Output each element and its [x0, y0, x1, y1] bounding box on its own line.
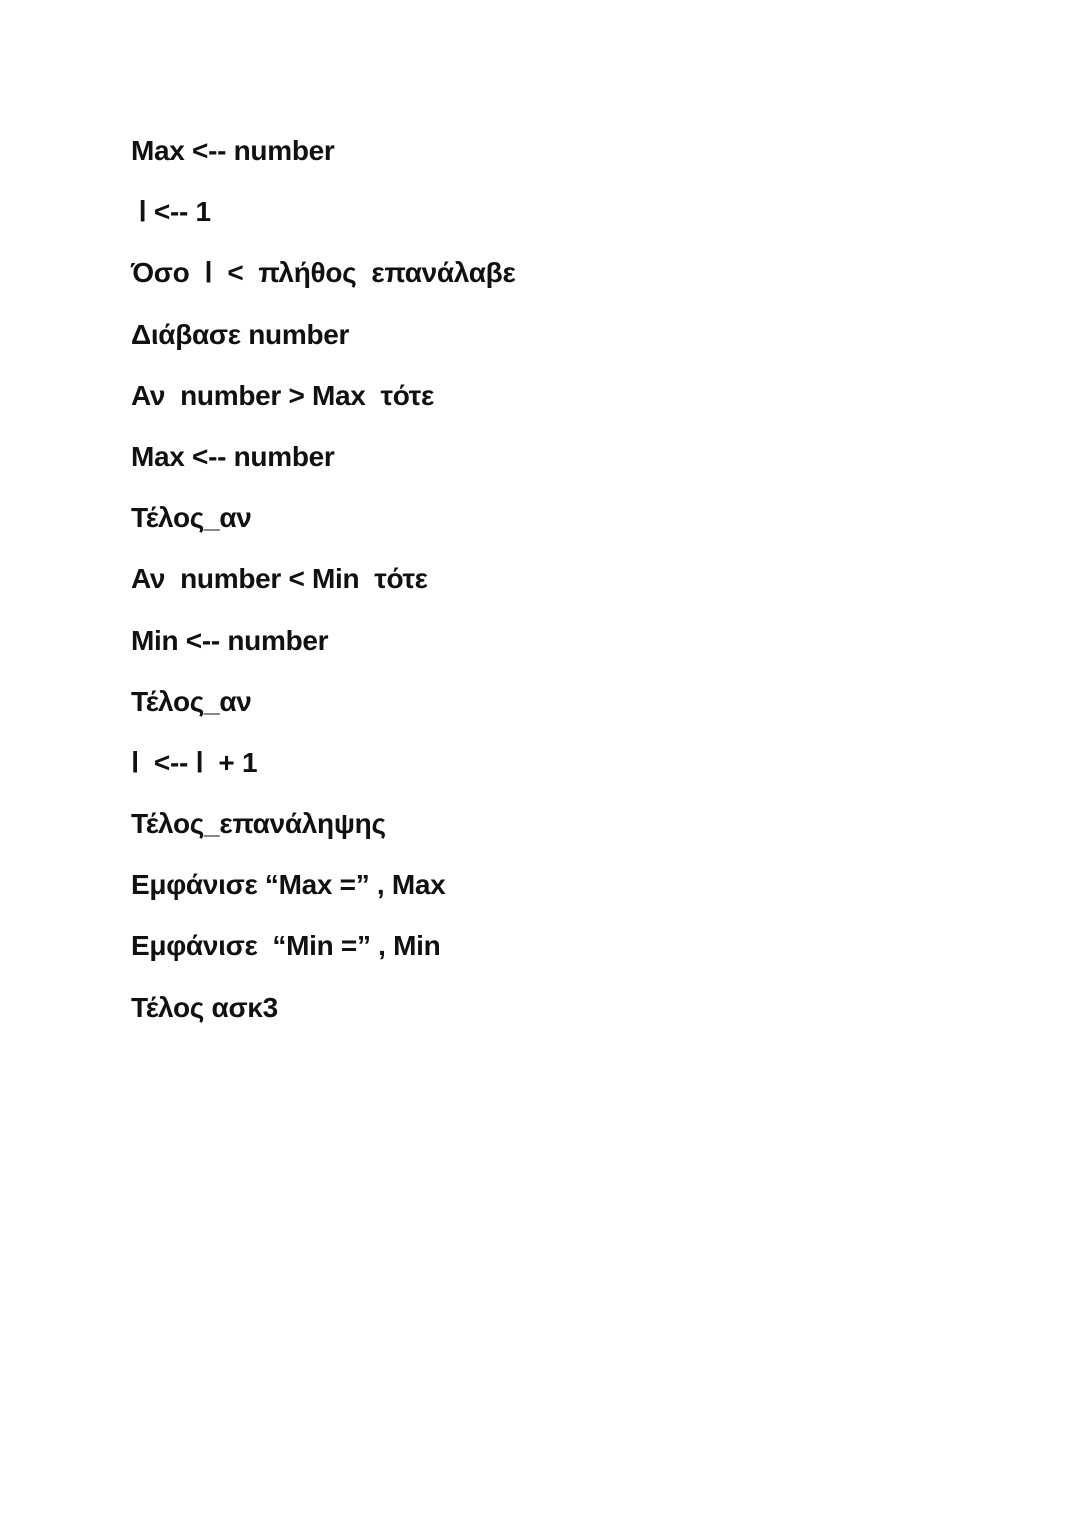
code-line: Τέλος_αν [131, 502, 252, 534]
code-line: Τέλος ασκ3 [131, 991, 278, 1023]
code-line: Εμφάνισε “Max =” , Max [131, 869, 446, 901]
code-line: Εμφάνισε “Min =” , Min [131, 930, 441, 962]
code-line: Όσο Ⅰ < πλήθος επανάλαβε [131, 257, 516, 289]
code-line: Max <-- number [131, 440, 335, 472]
code-line: Τέλος_επανάληψης [131, 808, 386, 840]
code-line: Αν number < Min τότε [131, 563, 428, 595]
code-line: Ⅰ <-- Ⅰ + 1 [131, 746, 258, 778]
code-line: Αν number > Max τότε [131, 379, 434, 411]
pseudocode-document [131, 132, 515, 1050]
code-line: Ⅰ <-- 1 [131, 196, 211, 228]
code-line: Διάβασε number [131, 318, 350, 350]
code-line: Max <-- number [131, 135, 335, 166]
code-line: Min <-- number [131, 624, 329, 656]
code-line: Τέλος_αν [131, 685, 252, 717]
